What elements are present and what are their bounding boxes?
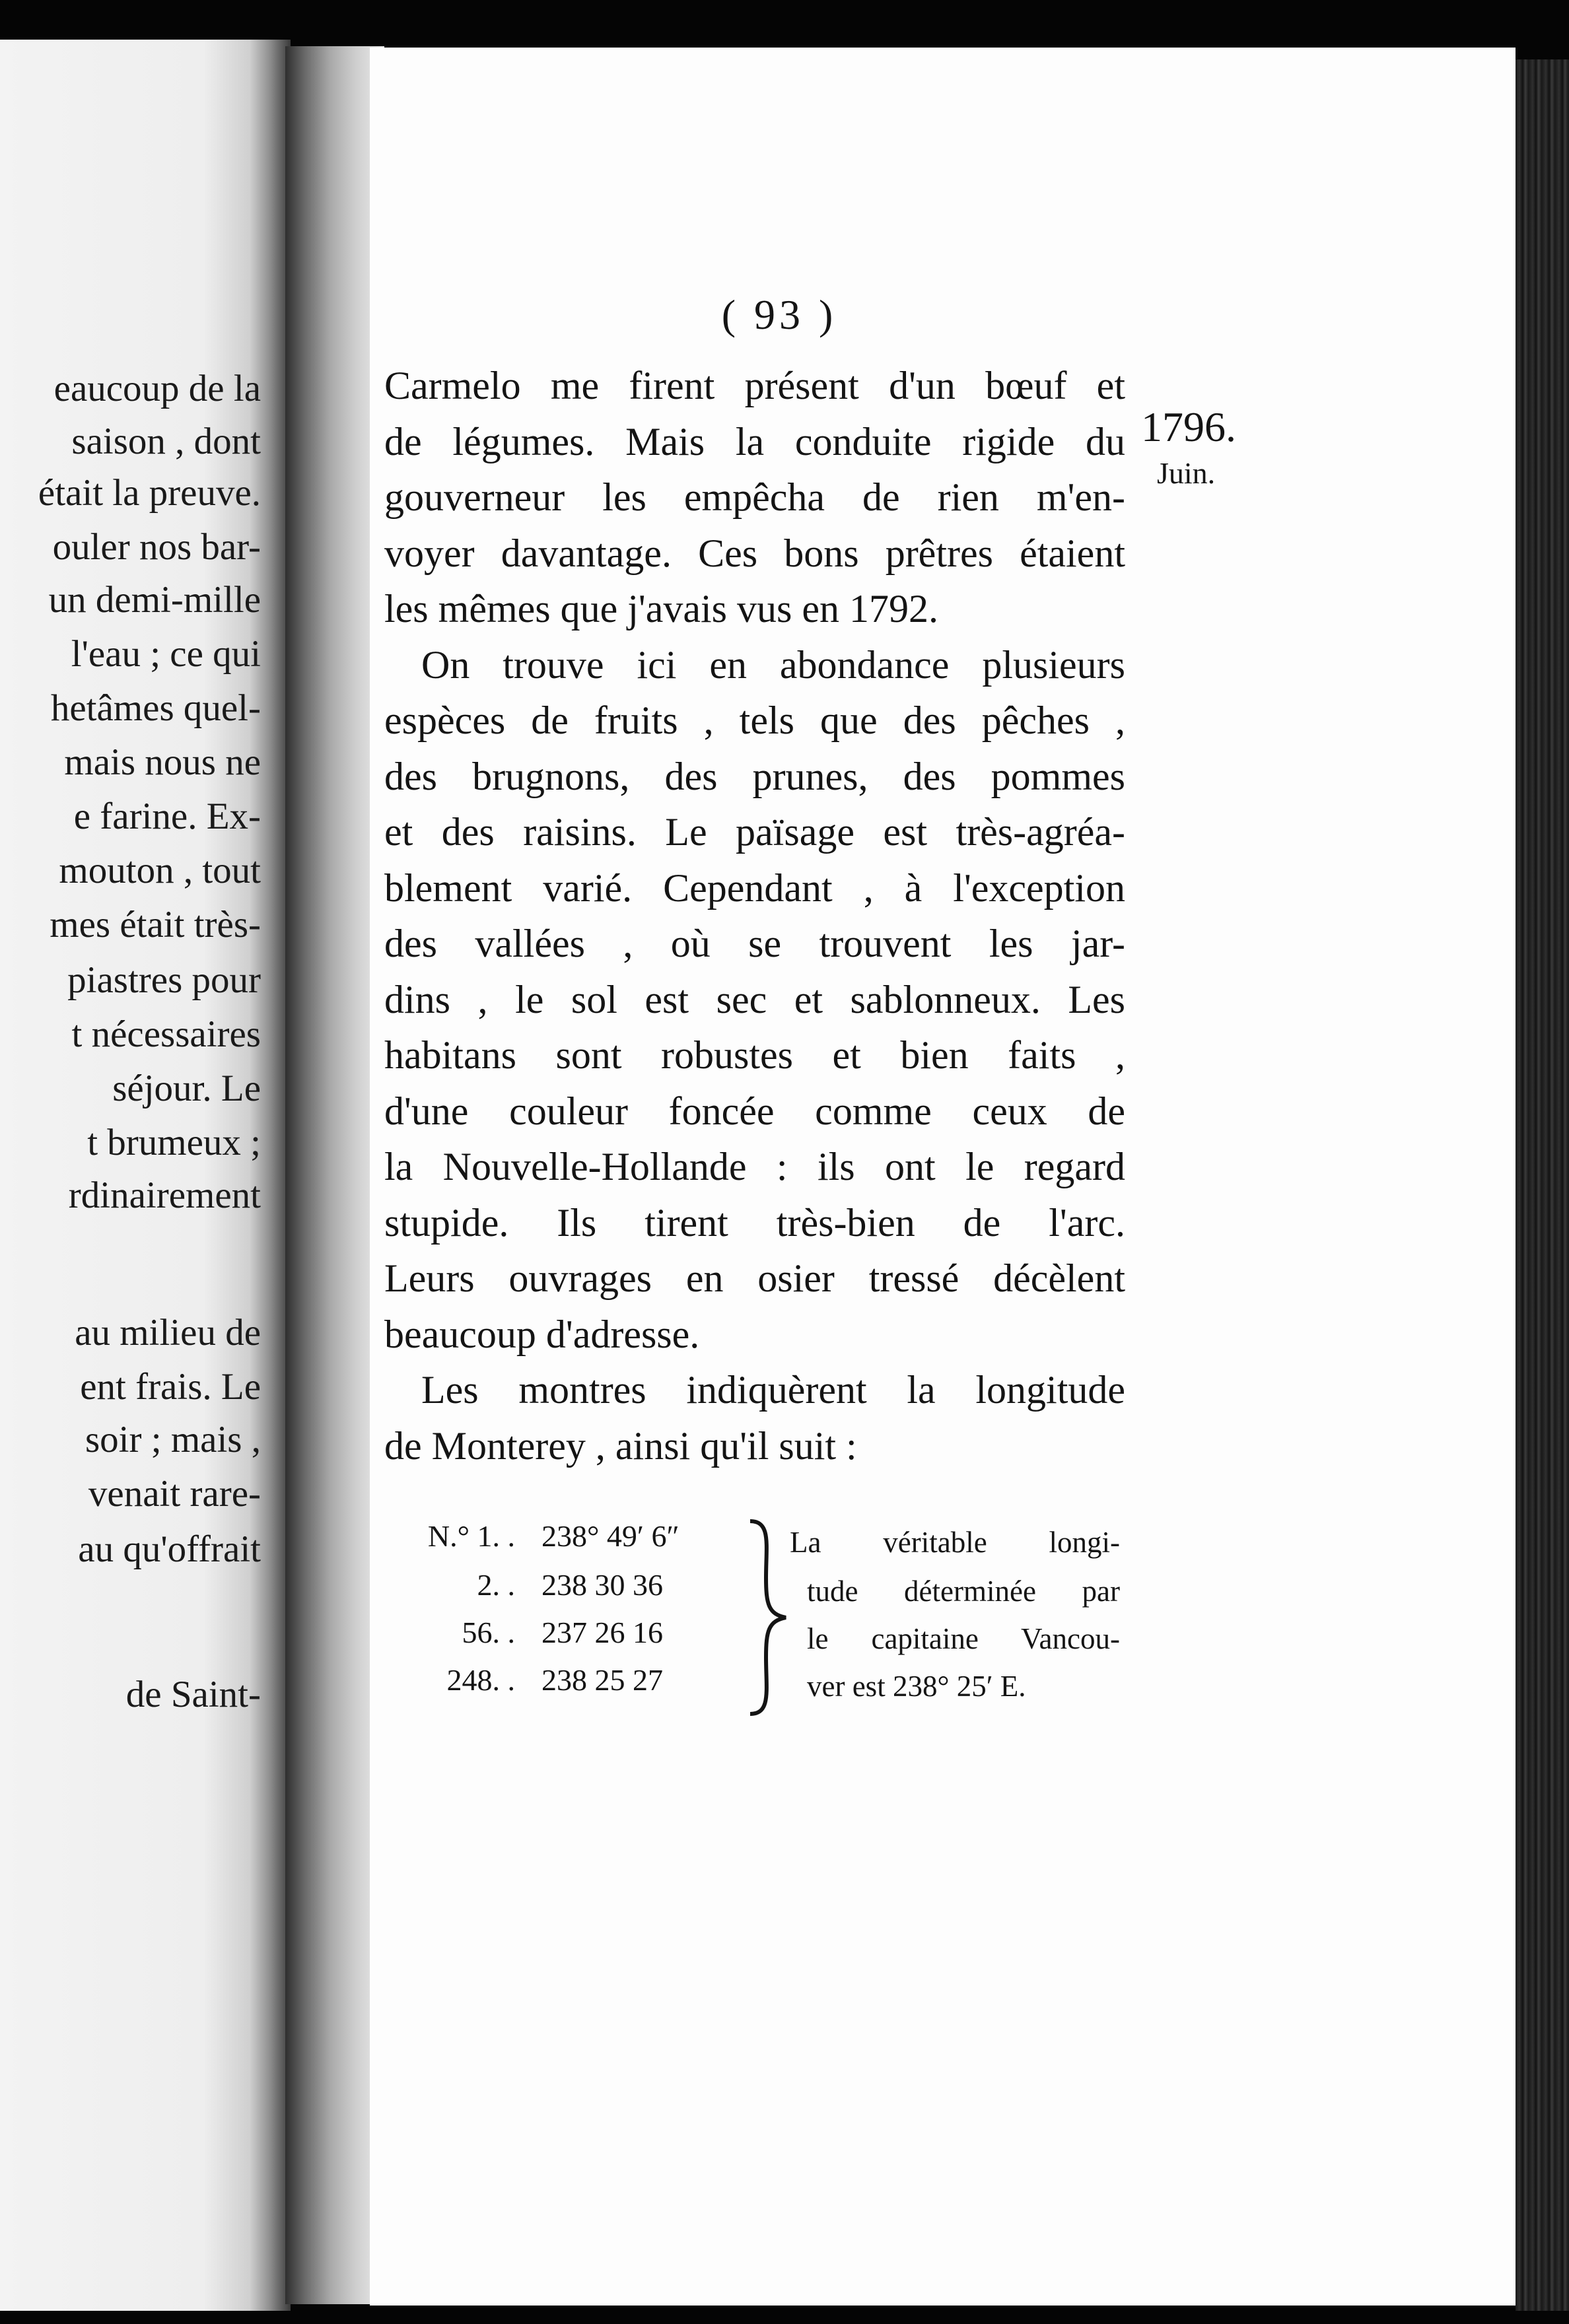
para2-line: d'une couleur foncée comme ceux de [384,1089,1125,1133]
para2-line: des brugnons, des prunes, des pommes [384,754,1125,798]
left-page-line: t brumeux ; [87,1122,261,1163]
left-page-line: ouler nos bar- [52,526,261,568]
longitude-value: 237 26 16 [541,1616,663,1649]
para2-line: des vallées , où se trouvent les jar- [384,922,1125,965]
left-page-line: e farine. Ex- [73,796,261,837]
para1-line: Carmelo me firent présent d'un bœuf et [384,364,1125,407]
page-number: ( 93 ) [721,291,837,338]
left-page-line: mouton , tout [59,850,261,891]
left-page-line: mes était très- [50,904,261,945]
left-page-line: rdinairement [68,1175,261,1216]
left-page-line: de Saint- [125,1674,261,1715]
chronometer-number: 56. . [462,1616,515,1649]
left-page-line: eaucoup de la [53,368,261,409]
left-page-line: mais nous ne [64,741,261,783]
para2-line: la Nouvelle-Hollande : ils ont le regard [384,1145,1125,1188]
left-page-line: séjour. Le [112,1068,261,1109]
para1-line: voyer davantage. Ces bons prêtres étaient [384,531,1125,575]
left-page-line: saison , dont [71,421,261,462]
para1-line: gouverneur les empêcha de rien m'en- [384,475,1125,519]
note-line: tude déterminée par [807,1575,1120,1608]
para2-line: Leurs ouvrages en osier tressé décèlent [384,1256,1125,1300]
left-page-line: était la preuve. [38,472,261,514]
page-edge [1516,59,1569,2311]
left-page-line: au qu'offrait [78,1528,261,1570]
para1-line: les mêmes que j'avais vus en 1792. [384,587,938,631]
para2-line: habitans sont robustes et bien faits , [384,1033,1125,1077]
left-page-line: t nécessaires [71,1013,261,1055]
left-page-line: l'eau ; ce qui [71,633,261,675]
chronometer-number: N.° 1. . [427,1519,515,1553]
para2-line: blement varié. Cependant , à l'exception [384,866,1125,910]
marginal-month: Juin. [1157,456,1216,490]
note-line: le capitaine Vancou- [807,1622,1120,1655]
para2-line: beaucoup d'adresse. [384,1312,700,1356]
para1-line: de légumes. Mais la conduite rigide du [384,419,1125,463]
para2-line: et des raisins. Le païsage est très-agréa- [384,810,1125,854]
left-page-line: venait rare- [88,1473,261,1515]
chronometer-number: 248. . [446,1663,515,1697]
left-page-line: un demi-mille [48,579,261,621]
longitude-value: 238° 49′ 6″ [541,1519,680,1553]
longitude-value: 238 30 36 [541,1568,663,1602]
para2-line: dins , le sol est sec et sablonneux. Les [384,977,1125,1021]
para3-line: Les montres indiquèrent la longitude [421,1368,1125,1412]
left-page-line: hetâmes quel- [50,687,261,729]
marginal-year: 1796. [1141,403,1236,450]
longitude-value: 238 25 27 [541,1663,663,1697]
note-line: La véritable longi- [790,1526,1120,1559]
para2-line: espèces de fruits , tels que des pêches , [384,699,1125,742]
para2-line: stupide. Ils tirent très-bien de l'arc. [384,1200,1125,1245]
chronometer-number: 2. . [477,1568,515,1602]
para2-line: On trouve ici en abondance plusieurs [421,642,1125,687]
left-page-line: au milieu de [75,1312,261,1353]
para3-line: de Monterey , ainsi qu'il suit : [384,1423,857,1468]
left-page-line: ent frais. Le [80,1366,261,1408]
note-line: ver est 238° 25′ E. [807,1670,1026,1703]
left-page-line: piastres pour [67,959,261,1001]
left-page-line: soir ; mais , [85,1419,261,1460]
curly-brace [745,1519,791,1717]
